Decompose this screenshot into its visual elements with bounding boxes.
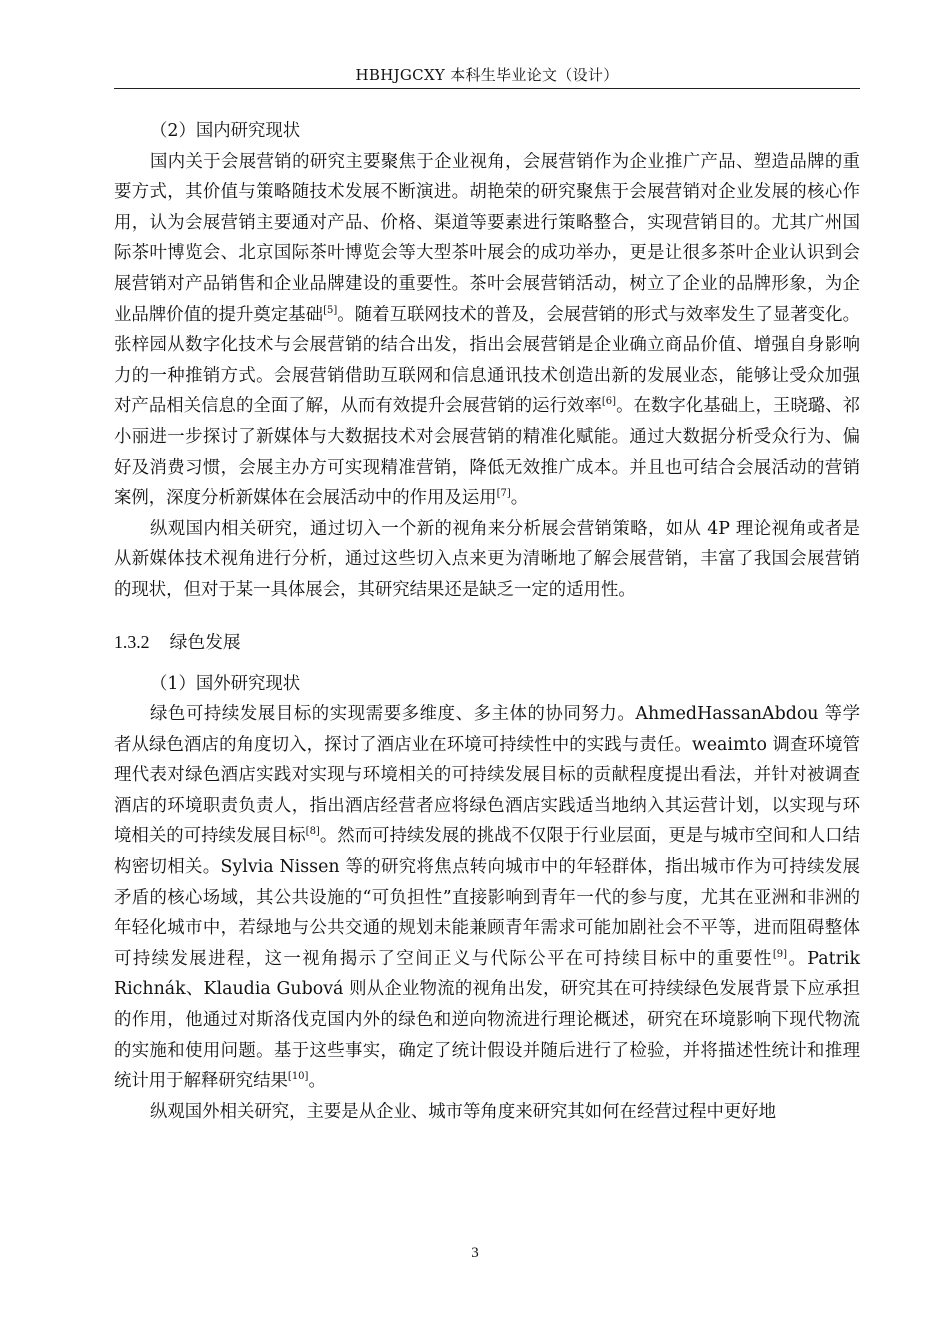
citation-10: [10] <box>287 1071 309 1083</box>
foreign-paragraph-2: 纵观国外相关研究，主要是从企业、城市等角度来研究其如何在经营过程中更好地 <box>150 1101 777 1122</box>
citation-6: [6] <box>601 396 617 408</box>
citation-7: [7] <box>496 488 511 500</box>
section-heading <box>114 627 860 657</box>
domestic-heading: （2）国内研究现状 <box>150 121 301 141</box>
foreign-paragraph-1: 绿色可持续发展目标的实现需要多维度、多主体的协同努力。AhmedHassanAbdou 等学者从绿色酒店的角度切入，探讨了酒店业在环境可持续性中的实践与责任。weaimto 调查环境管理代表对绿色酒店实践对实现与环境相关的可持续发展目标的贡献程度提出看法，并针对被调查酒店的环境职责负责人，指出酒店经营者应将绿色酒店实践适当地纳入其运营计划，以实现与环境相关的可持续发展目标[8]。然而可持续发展的挑战不仅限于行业层面，更是与城市空间和人口结构密切相关。Sylvia Nissen 等的研究将焦点转向城市中的年轻群体，指出城市作为可持续发展矛盾的核心场域，其公共设施的“可负担性”直接影响到青年一代的参与度，尤其在亚洲和非洲的年轻化城市中，若绿地与公共交通的规划未能兼顾青年需求可能加剧社会不平等，进而阻碍整体可持续发展进程，这一视角揭示了空间正义与代际公平在可持续目标中的重要性[9]。Patrik Richnák、Klaudia Gubová 则从企业物流的视角出发，研究其在可持续绿色发展背景下应承担的作用，他通过对斯洛伐克国内外的绿色和逆向物流进行理论概述，研究在环境影响下现代物流的实施和使用问题。基于这些事实，确定了统计假设并随后进行了检验，并将描述性统计和推理统计用于解释研究结果[10]。 <box>114 704 860 1092</box>
citation-5: [5] <box>323 304 338 316</box>
citation-9: [9] <box>772 949 788 961</box>
page-body <box>114 116 860 1127</box>
page-number: 3 <box>471 1245 479 1261</box>
domestic-paragraph-2: 纵观国内相关研究，通过切入一个新的视角来分析展会营销策略，如从 4P 理论视角或者是从新媒体技术视角进行分析，通过这些切入点来更为清晰地了解会展营销，丰富了我国会展营销的现状，但对于某一具体展会，其研究结果还是缺乏一定的适用性。 <box>114 518 860 600</box>
header-title: HBHJGCXY 本科生毕业论文（设计） <box>355 66 619 84</box>
citation-8: [8] <box>305 826 320 838</box>
domestic-paragraph-1: 国内关于会展营销的研究主要聚焦于企业视角，会展营销作为企业推广产品、塑造品牌的重要方式，其价值与策略随技术发展不断演进。胡艳荣的研究聚焦于会展营销对企业发展的核心作用，认为会展营销主要通对产品、价格、渠道等要素进行策略整合，实现营销目的。尤其广州国际茶叶博览会、北京国际茶叶博览会等大型茶叶展会的成功举办，更是让很多茶叶企业认识到会展营销对产品销售和企业品牌建设的重要性。茶叶会展营销活动，树立了企业的品牌形象，为企业品牌价值的提升奠定基础[5]。随着互联网技术的普及，会展营销的形式与效率发生了显著变化。张梓园从数字化技术与会展营销的结合出发，指出会展营销是企业确立商品价值、增强自身影响力的一种推销方式。会展营销借助互联网和信息通讯技术创造出新的发展业态，能够让受众加强对产品相关信息的全面了解，从而有效提升会展营销的运行效率[6]。在数字化基础上，王晓璐、祁小丽进一步探讨了新媒体与大数据技术对会展营销的精准化赋能。通过大数据分析受众行为、偏好及消费习惯，会展主办方可实现精准营销，降低无效推广成本。并且也可结合会展活动的营销案例，深度分析新媒体在会展活动中的作用及运用[7]。 <box>114 151 860 509</box>
section-number: 1.3.2 <box>114 631 150 652</box>
foreign-heading: （1）国外研究现状 <box>150 673 301 694</box>
page-header <box>114 62 860 89</box>
section-title: 绿色发展 <box>169 631 241 653</box>
